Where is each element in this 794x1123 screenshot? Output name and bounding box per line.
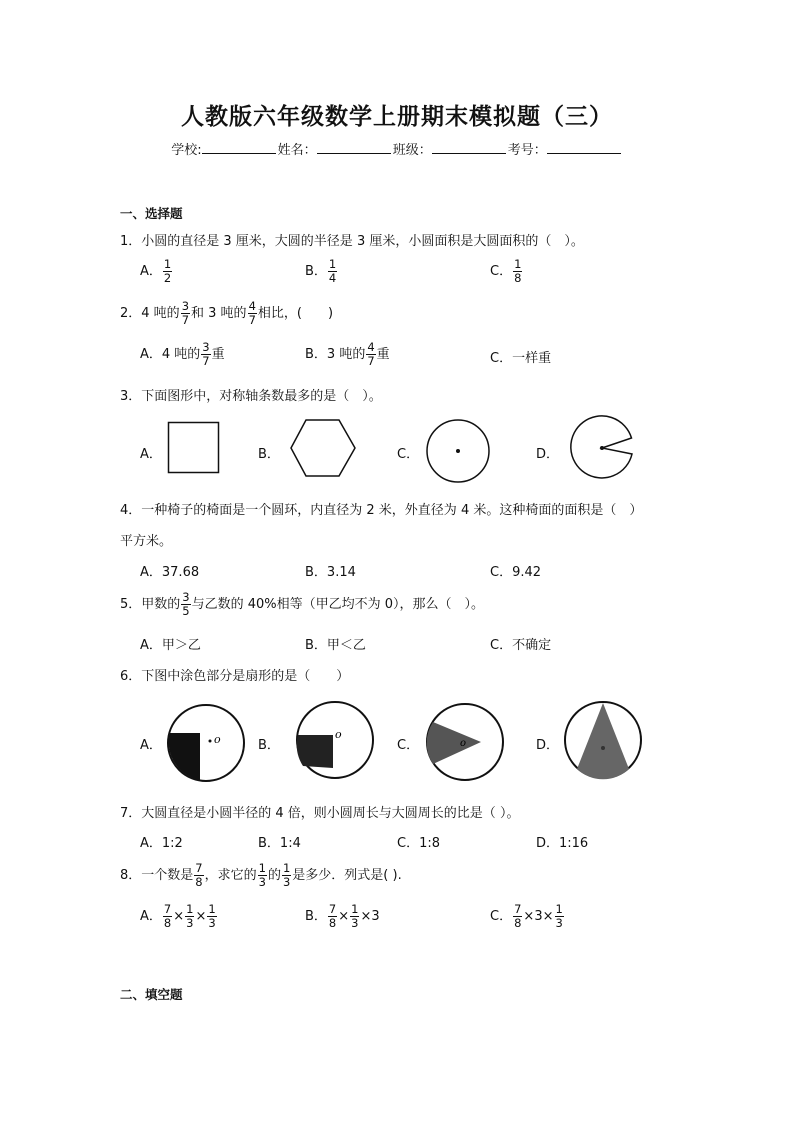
school-label: 学校: [171, 143, 202, 158]
q1-option-a[interactable]: A． $\frac{1}{2}$ [140, 257, 172, 285]
fraction: $\frac{7}{8}$ [514, 902, 522, 930]
fraction: $\frac{1}{2}$ [163, 257, 172, 285]
name-blank[interactable] [317, 141, 391, 154]
question-2-text: 2．4 吨的 $\frac{3}{7}$ 和 3 吨的 $\frac{4}{7}$ 相比，( ) [120, 299, 334, 327]
fraction: $\frac{3}{5}$ [182, 590, 190, 618]
q8-option-b[interactable]: B． $\frac{7}{8}$ × $\frac{1}{3}$ ×3 [305, 902, 380, 930]
q3-option-b[interactable]: B． [258, 447, 280, 462]
q7-option-a[interactable]: A．1:2 [140, 836, 183, 851]
sector-removed-circle-shape [568, 414, 636, 482]
q2-option-a[interactable]: A．4 吨的 $\frac{3}{7}$ 重 [140, 340, 225, 368]
q6-option-a[interactable]: A． [140, 738, 162, 753]
q2-option-c[interactable]: C．一样重 [490, 351, 552, 366]
q6-option-c[interactable]: C． [397, 738, 420, 753]
q6-figure-d [563, 700, 643, 780]
q4-option-b[interactable]: B．3.14 [305, 565, 356, 580]
fraction: $\frac{7}{8}$ [328, 902, 337, 930]
q5-option-a[interactable]: A．甲＞乙 [140, 638, 201, 653]
q3-option-d[interactable]: D． [536, 447, 560, 462]
exam-no-label: 考号： [507, 143, 547, 158]
q5-option-b[interactable]: B．甲＜乙 [305, 638, 366, 653]
q3-option-a[interactable]: A． [140, 447, 162, 462]
q6-figure-a [166, 703, 246, 783]
fraction: $\frac{1}{8}$ [514, 257, 522, 285]
class-blank[interactable] [432, 141, 506, 154]
question-8-text: 8．一个数是 $\frac{7}{8}$ ，求它的 $\frac{1}{3}$ 的 $\frac{1}{3}$ 是多少．列式是( ). [120, 861, 402, 889]
fraction: $\frac{3}{7}$ [181, 299, 190, 327]
fraction: $\frac{1}{3}$ [351, 902, 359, 930]
fraction: $\frac{1}{3}$ [282, 861, 291, 889]
name-label: 姓名： [277, 143, 317, 158]
exam-no-blank[interactable] [547, 141, 621, 154]
q4-option-a[interactable]: A．37.68 [140, 565, 200, 580]
q7-option-d[interactable]: D．1:16 [536, 836, 589, 851]
question-6-text: 6．下图中涂色部分是扇形的是（ ） [120, 669, 350, 684]
student-info-line [0, 139, 794, 158]
fraction: $\frac{7}{8}$ [163, 902, 172, 930]
section-heading-fill: 二、填空题 [120, 987, 183, 1002]
q3-option-c[interactable]: C． [397, 447, 420, 462]
section-heading-choice: 一、选择题 [120, 206, 183, 221]
question-4-text-line1: 4．一种椅子的椅面是一个圆环，内直径为 2 米，外直径为 4 米。这种椅面的面积是（ ） [120, 503, 643, 518]
page-title: 人教版六年级数学上册期末模拟题（三） [181, 104, 613, 130]
svg-text:o: o [214, 733, 221, 746]
q6-option-d[interactable]: D． [536, 738, 560, 753]
question-3-text: 3．下面图形中，对称轴条数最多的是（ ）。 [120, 389, 382, 404]
question-1-text: 1．小圆的直径是 3 厘米，大圆的半径是 3 厘米，小圆面积是大圆面积的（ ）。 [120, 234, 584, 249]
q6-figure-c [425, 702, 505, 782]
q6-option-b[interactable]: B． [258, 738, 280, 753]
square-shape [168, 422, 220, 474]
circle-shape [425, 418, 491, 484]
fraction: $\frac{4}{7}$ [367, 340, 375, 368]
fraction: $\frac{1}{3}$ [258, 861, 266, 889]
q4-option-c[interactable]: C．9.42 [490, 565, 542, 580]
q7-option-b[interactable]: B．1:4 [258, 836, 301, 851]
q2-option-b[interactable]: B．3 吨的 $\frac{4}{7}$ 重 [305, 340, 390, 368]
hexagon-shape [290, 419, 356, 477]
fraction: $\frac{3}{7}$ [202, 340, 210, 368]
question-7-text: 7．大圆直径是小圆半径的 4 倍，则小圆周长与大圆周长的比是（ ）。 [120, 806, 520, 821]
school-blank[interactable] [202, 141, 276, 154]
q1-option-c[interactable]: C． $\frac{1}{8}$ [490, 257, 522, 285]
class-label: 班级： [392, 143, 432, 158]
fraction: $\frac{1}{4}$ [328, 257, 337, 285]
fraction: $\frac{1}{3}$ [555, 902, 563, 930]
q5-option-c[interactable]: C．不确定 [490, 638, 552, 653]
q6-figure-b [295, 700, 375, 780]
fraction: $\frac{1}{3}$ [186, 902, 194, 930]
fraction: $\frac{1}{3}$ [208, 902, 216, 930]
svg-text:o: o [460, 738, 467, 749]
q1-option-b[interactable]: B． $\frac{1}{4}$ [305, 257, 337, 285]
svg-text:o: o [335, 728, 342, 741]
question-4-text-line2: 平方米。 [120, 534, 173, 549]
q7-option-c[interactable]: C．1:8 [397, 836, 440, 851]
q8-option-a[interactable]: A． $\frac{7}{8}$ × $\frac{1}{3}$ × $\frac{1}{3}$ [140, 902, 216, 930]
question-5-text: 5．甲数的 $\frac{3}{5}$ 与乙数的 40%相等（甲乙均不为 0），那么（ ）。 [120, 590, 485, 618]
q8-option-c[interactable]: C． $\frac{7}{8}$ ×3× $\frac{1}{3}$ [490, 902, 563, 930]
fraction: $\frac{7}{8}$ [195, 861, 203, 889]
fraction: $\frac{4}{7}$ [248, 299, 256, 327]
